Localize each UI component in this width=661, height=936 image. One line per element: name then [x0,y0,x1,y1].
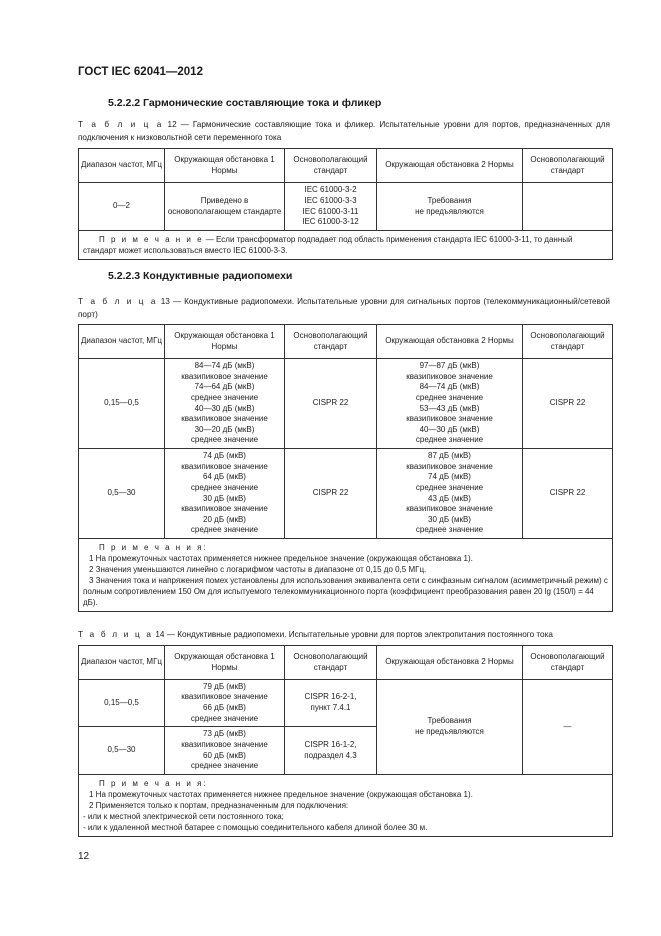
table-label: Т а б л и ц а [78,297,158,306]
table-row [79,183,613,231]
header-std2: Основополагающий стандарт [523,325,613,359]
cell-std1: CISPR 22 [285,359,377,449]
header-env1: Окружающая обстановка 1 Нормы [165,149,285,183]
table-label: Т а б л и ц а [78,630,154,639]
page-number: 12 [78,851,90,862]
header-std2: Основополагающий стандарт [523,149,613,183]
table-note-row [79,231,613,260]
cell-range: 0,15—0,5 [79,359,165,449]
table-row [79,449,613,539]
cell-env1: 73 дБ (мкВ) квазипиковое значение 60 дБ (мкВ) среднее значение [165,727,285,775]
cell-std2: — [523,680,613,775]
cell-env1: 84—74 дБ (мкВ) квазипиковое значение 74—64 дБ (мкВ) среднее значение 40—30 дБ (мкВ) квазипиковое значение 30—20 дБ (мкВ) среднее значение [165,359,285,449]
header-env2: Окружающая обстановка 2 Нормы [377,646,523,680]
header-env2: Окружающая обстановка 2 Нормы [377,149,523,183]
cell-env2: Требования не предъявляются [377,183,523,231]
table-notes: П р и м е ч а н и я: 1 На промежуточных частотах применяется нижнее предельное значение (окружающая обстановка 1). 2 Значения уменьшаются линейно с логарифмом частоты в диапазоне от 0,15 до 0,5 МГц. 3 Значения тока и напряжения помех установлены для использования эквивалента сети с синфазным сигналом (асимметричный режим) с полным сопротивлением 150 Ом для испытуемого телекоммуникационного порта (коэффициент преобразования равен 20 lg (150/l) = 44 дБ). [79,539,613,612]
cell-std2: CISPR 22 [523,359,613,449]
table-notes-row [79,775,613,837]
header-range: Диапазон частот, МГц [79,646,165,680]
cell-env1: Приведено в основополагающем стандарте [165,183,285,231]
document-header: ГОСТ IEC 62041—2012 [78,66,203,78]
table-14 [78,645,613,837]
table-notes-row [79,539,613,612]
cell-std1: CISPR 16-2-1, пункт 7.4.1 [285,680,377,727]
cell-std1: CISPR 22 [285,449,377,539]
table-label: Т а б л и ц а [78,120,164,129]
table-14-caption [78,628,610,641]
header-env1: Окружающая обстановка 1 Нормы [165,325,285,359]
cell-env1: 74 дБ (мкВ) квазипиковое значение 64 дБ (мкВ) среднее значение 30 дБ (мкВ) квазипиковое значение 20 дБ (мкВ) среднее значение [165,449,285,539]
header-range: Диапазон частот, МГц [79,325,165,359]
section-title-5-2-2-2: 5.2.2.2 Гармонические составляющие тока и фликер [108,97,382,109]
header-env2: Окружающая обстановка 2 Нормы [377,325,523,359]
cell-env2: 97—87 дБ (мкВ) квазипиковое значение 84—74 дБ (мкВ) среднее значение 53—43 дБ (мкВ) квазипиковое значение 40—30 дБ (мкВ) среднее значение [377,359,523,449]
table-caption-text: 12 — Гармонические составляющие тока и фликер. Испытательные уровни для портов, предназначенных для подключения к низковольтной сети переменного тока [78,120,610,142]
cell-range: 0,15—0,5 [79,680,165,727]
table-notes: П р и м е ч а н и я: 1 На промежуточных частотах применяется нижнее предельное значение (окружающая обстановка 1). 2 Применяется только к портам, предназначенным для подключения: - или к местной электрической сети постоянного тока; - или к удаленной местной батарее с помощью соединительного кабеля длиной более 30 м. [79,775,613,837]
cell-env1: 79 дБ (мкВ) квазипиковое значение 66 дБ (мкВ) среднее значение [165,680,285,727]
table-note: П р и м е ч а н и е — Если трансформатор подпадает под область применения стандарта IEC 61000-3-11, то данный стандарт может использоваться вместо IEC 61000-3-3. [79,231,613,260]
section-title-5-2-2-3: 5.2.2.3 Кондуктивные радиопомехи [108,270,293,282]
cell-range: 0—2 [79,183,165,231]
header-std1: Основополагающий стандарт [285,325,377,359]
header-range: Диапазон частот, МГц [79,149,165,183]
table-header-row [79,325,613,359]
table-caption-text: 13 — Кондуктивные радиопомехи. Испытательные уровни для сигнальных портов (телекоммуникационный/сетевой порт) [78,297,610,319]
header-std1: Основополагающий стандарт [285,149,377,183]
cell-std2 [523,183,613,231]
table-row [79,359,613,449]
table-caption-text: 14 — Кондуктивные радиопомехи. Испытательные уровни для портов электропитания постоянного тока [153,630,553,639]
table-13 [78,324,613,612]
table-13-caption [78,295,610,321]
table-row [79,680,613,727]
header-std1: Основополагающий стандарт [285,646,377,680]
table-header-row [79,646,613,680]
header-env1: Окружающая обстановка 1 Нормы [165,646,285,680]
table-header-row [79,149,613,183]
cell-env2: Требования не предъявляются [377,680,523,775]
header-std2: Основополагающий стандарт [523,646,613,680]
cell-std1: CISPR 16-1-2, подраздел 4.3 [285,727,377,775]
cell-std1: IEC 61000-3-2 IEC 61000-3-3 IEC 61000-3-11 IEC 61000-3-12 [285,183,377,231]
table-12 [78,148,613,260]
cell-range: 0,5—30 [79,727,165,775]
table-12-caption [78,118,610,144]
cell-range: 0,5—30 [79,449,165,539]
cell-env2: 87 дБ (мкВ) квазипиковое значение 74 дБ (мкВ) среднее значение 43 дБ (мкВ) квазипиковое значение 30 дБ (мкВ) среднее значение [377,449,523,539]
cell-std2: CISPR 22 [523,449,613,539]
